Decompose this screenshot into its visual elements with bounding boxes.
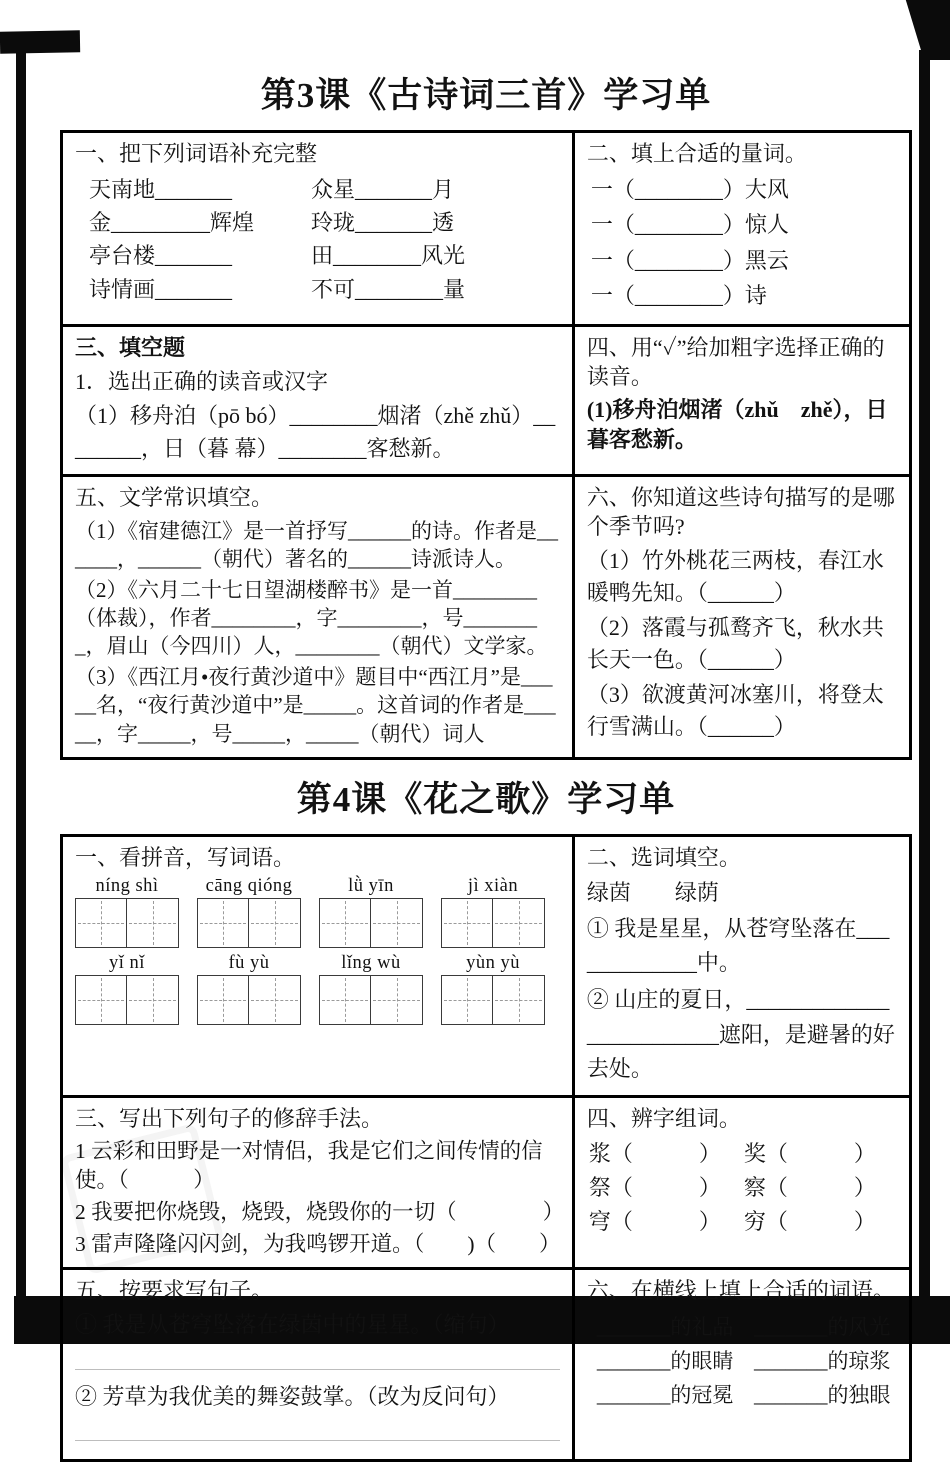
character-item: 穹（ ） <box>588 1209 721 1235</box>
section-heading: 六、你知道这些诗句描写的是哪个季节吗? <box>586 485 895 539</box>
pinyin-row <box>75 876 562 897</box>
measure-word-line: 一（________）惊人 <box>590 212 789 238</box>
pinyin-label: yǐ nǐ <box>109 953 145 974</box>
phrase-pair-row <box>587 1344 899 1378</box>
word-fill-item: 玲珑_______透 <box>311 210 455 236</box>
question-text: 3 雷声隆隆闪闪剑，为我鸣锣开道。（ )（ ） <box>75 1231 561 1256</box>
writing-grid-group <box>197 975 301 1025</box>
lesson3-title: 第3课《古诗词三首》学习单 <box>260 76 712 115</box>
pinyin-label: lǜ yīn <box>348 876 394 897</box>
question-text: （3）欲渡黄河冰塞川，将登太行雪满山。（______） <box>586 681 884 739</box>
word-fill-row <box>75 239 562 272</box>
word-options: 绿茵 绿荫 <box>586 880 719 906</box>
writing-grid-group <box>319 898 423 948</box>
section-rhetoric <box>63 1098 575 1271</box>
phrase-item: _______的眼睛 <box>596 1349 734 1374</box>
writing-grid-group <box>319 975 423 1025</box>
section-heading: 五、按要求写句子。 <box>75 1278 274 1304</box>
section-choose-pronunciation <box>575 327 909 477</box>
section-distinguish-characters <box>575 1098 909 1271</box>
word-fill-row <box>75 206 562 239</box>
writing-cell <box>75 975 127 1025</box>
word-fill-item: 诗情画_______ <box>89 276 233 302</box>
pinyin-label: níng shì <box>95 876 159 897</box>
writing-cell <box>441 975 493 1025</box>
section-heading: 四、用“✓”给加粗字选择正确的读音。 <box>586 334 885 389</box>
section-fill-blank <box>63 327 575 477</box>
writing-cell <box>441 898 493 948</box>
writing-cell <box>127 898 179 948</box>
question-text: ② 芳草为我优美的舞姿鼓掌。（改为反问句） <box>75 1383 510 1409</box>
phrase-item: _______的礼品 <box>596 1315 734 1340</box>
section-heading: 一、看拼音，写词语。 <box>75 844 296 870</box>
word-fill-item: 田________风光 <box>311 243 466 269</box>
lesson4-table <box>60 834 912 1462</box>
writing-cell <box>197 898 249 948</box>
pinyin-label: lǐng wù <box>341 953 401 974</box>
answer-line <box>75 1344 560 1370</box>
word-fill-item: 金_________辉煌 <box>89 210 255 236</box>
question-text: （1）移舟泊（pō bó）________烟渚（zhě zhǔ）________，日（暮 幕）________客愁新。 <box>75 403 556 462</box>
word-fill-item: 不可________量 <box>311 276 466 302</box>
question-text: 2 我要把你烧毁，烧毁，烧毁你的一切（ ） <box>75 1199 565 1224</box>
writing-cell <box>493 898 545 948</box>
section-heading: 二、选词填空。 <box>586 844 741 870</box>
pinyin-label: yùn yù <box>466 953 520 974</box>
lesson3-table <box>60 130 912 760</box>
scan-frame-right-edge <box>919 50 930 1344</box>
phrase-pair-row <box>587 1378 899 1412</box>
word-fill-row <box>75 173 562 206</box>
section-heading: 三、写出下列句子的修辞手法。 <box>75 1105 384 1131</box>
writing-grid-row <box>75 898 562 948</box>
writing-grid-group <box>441 975 545 1025</box>
question-text: ② 山庄的夏日，_________________________遮阳，是避暑的好去处。 <box>586 987 895 1081</box>
writing-cell <box>249 898 301 948</box>
writing-grid-row <box>75 975 562 1025</box>
writing-cell <box>249 975 301 1025</box>
question-text: （2）落霞与孤鹜齐飞，秋水共长天一色。（______） <box>586 615 884 672</box>
question-text: (1)移舟泊烟渚（zhǔ zhě），日暮客愁新。 <box>586 397 888 452</box>
section-heading: 二、填上合适的量词。 <box>586 141 807 166</box>
character-pair-row <box>587 1205 899 1239</box>
scan-frame-left-edge <box>16 44 26 1344</box>
section-heading: 六、在横线上填上合适的词语。 <box>586 1278 895 1304</box>
sub-instruction: 1．选出正确的读音或汉字 <box>75 368 329 394</box>
measure-word-line: 一（________）大风 <box>590 176 789 202</box>
lesson4-title: 第4课《花之歌》学习单 <box>296 779 676 819</box>
character-pair-row <box>587 1171 899 1205</box>
writing-grid-group <box>75 898 179 948</box>
word-fill-row <box>75 273 562 306</box>
phrase-item: _______的琼浆 <box>753 1349 891 1374</box>
section-heading: 一、把下列词语补充完整 <box>75 141 318 166</box>
writing-cell <box>493 975 545 1025</box>
question-text: 1 云彩和田野是一对情侣，我是它们之间传情的信使。（ ） <box>75 1139 543 1193</box>
question-text: （2）《六月二十七日望湖楼醉书》是一首________（体裁），作者________，字________，号________，眉山（今四川）人，________（朝代）文学家。 <box>75 577 548 659</box>
answer-line <box>75 1415 560 1441</box>
measure-word-line: 一（________）诗 <box>590 283 767 309</box>
section-pinyin-writing <box>63 837 575 1098</box>
measure-word-line: 一（________）黑云 <box>590 247 789 273</box>
character-item: 穷（ ） <box>743 1209 876 1235</box>
writing-grid-group <box>197 898 301 948</box>
section-heading: 三、填空题 <box>75 334 186 360</box>
word-fill-item: 众星_______月 <box>311 176 455 202</box>
phrase-item: _______的冠冕 <box>596 1383 734 1408</box>
section-complete-words <box>63 133 575 327</box>
writing-cell <box>197 975 249 1025</box>
scan-frame-top-left <box>0 30 80 53</box>
section-choose-word <box>575 837 909 1098</box>
character-item: 察（ ） <box>743 1175 876 1201</box>
section-measure-words <box>575 133 909 327</box>
writing-cell <box>127 975 179 1025</box>
section-heading: 五、文学常识填空。 <box>75 485 274 511</box>
page-content <box>60 64 912 1462</box>
question-text: （1）竹外桃花三两枝，春江水暖鸭先知。（______） <box>586 548 884 606</box>
writing-grid-group <box>441 898 545 948</box>
phrase-item: _______的风光 <box>753 1315 891 1340</box>
question-text: ① 我是从苍穹坠落在绿茵中的星星。（缩句） <box>75 1312 510 1338</box>
pinyin-row <box>75 953 562 974</box>
writing-cell <box>319 975 371 1025</box>
phrase-pair-row <box>587 1310 899 1344</box>
character-item: 浆（ ） <box>588 1141 721 1167</box>
section-rewrite-sentences <box>63 1270 575 1459</box>
character-pair-row <box>587 1137 899 1171</box>
pinyin-label: fù yù <box>228 953 270 974</box>
phrase-item: _______的独眼 <box>753 1383 891 1408</box>
character-item: 奖（ ） <box>743 1141 876 1167</box>
question-text: （3）《西江月•夜行黄沙道中》题目中“西江月”是_____名，“夜行黄沙道中”是_____。这首词的作者是_____，字_____，号_____，_____（朝代）词人 <box>75 665 556 746</box>
writing-cell <box>371 898 423 948</box>
writing-cell <box>75 898 127 948</box>
question-text: ① 我是星星，从苍穹坠落在_____________中。 <box>586 916 890 976</box>
section-season-lines <box>575 477 909 757</box>
writing-cell <box>319 898 371 948</box>
writing-grid-group <box>75 975 179 1025</box>
section-fill-words-on-lines <box>575 1270 909 1459</box>
word-fill-item: 天南地_______ <box>89 176 233 202</box>
section-literary-knowledge <box>63 477 575 757</box>
word-fill-item: 亭台楼_______ <box>89 243 233 269</box>
character-item: 祭（ ） <box>588 1175 721 1201</box>
section-heading: 四、辨字组词。 <box>586 1105 741 1131</box>
question-text: （1）《宿建德江》是一首抒写______的诗。作者是______，______（朝代）著名的______诗派诗人。 <box>75 518 558 571</box>
writing-cell <box>371 975 423 1025</box>
pinyin-label: cāng qióng <box>205 876 293 897</box>
pinyin-label: jì xiàn <box>467 876 519 897</box>
